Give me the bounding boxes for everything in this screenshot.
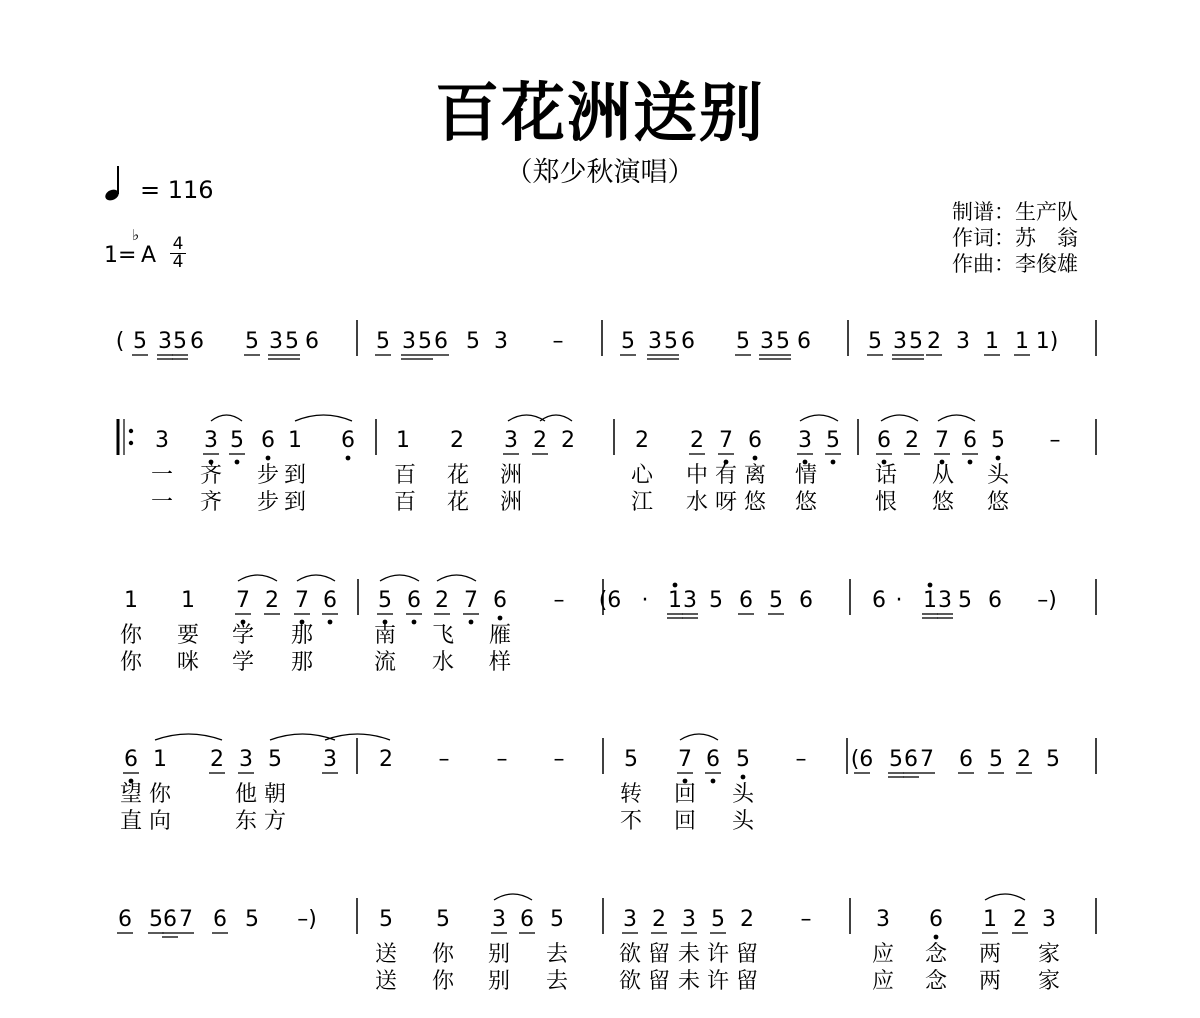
key-prefix: 1= (104, 243, 137, 268)
lyric-verse-2: 留 (647, 969, 671, 994)
score-note: 6 (963, 428, 977, 453)
lyric-verse-1: 雁 (488, 623, 512, 648)
score-note: 6 (739, 588, 753, 613)
octave-dot (328, 620, 333, 625)
lyric-verse-1: 他 (234, 782, 258, 807)
lyric-verse-1: 学 (231, 623, 255, 648)
score-note: 3 (158, 329, 172, 354)
score-note: 5 (133, 329, 147, 354)
octave-dot (673, 583, 678, 588)
lyric-verse-2: 你 (119, 650, 143, 675)
score-note: 2 (905, 428, 919, 453)
score-note: 3 (155, 428, 169, 453)
score-note: 6 (520, 907, 534, 932)
lyric-verse-1: 未 (677, 942, 701, 967)
score-note: 5 (466, 329, 480, 354)
score-note: ( (115, 329, 125, 354)
lyric-verse-2: 百 (393, 490, 417, 515)
lyric-verse-1: 齐 (199, 463, 223, 488)
lyric-verse-2: 你 (431, 969, 455, 994)
score-note: 7 (719, 428, 733, 453)
lyric-verse-1: 头 (986, 463, 1010, 488)
lyric-verse-1: 别 (487, 942, 511, 967)
score-note: 6 (929, 907, 943, 932)
lyric-verse-1: 两 (978, 942, 1002, 967)
score-note: 2 (1013, 907, 1027, 932)
score-note: 2 (690, 428, 704, 453)
score-note: 6 (124, 747, 138, 772)
slur (295, 415, 352, 421)
score-note: 5 (1046, 747, 1060, 772)
score-note: 3 (956, 329, 970, 354)
lyric-verse-1: 留 (735, 942, 759, 967)
lyric-verse-1: 到 (283, 463, 307, 488)
score-note: · (895, 588, 903, 613)
score-note: 5 (550, 907, 564, 932)
slur (238, 575, 277, 581)
lyric-verse-2: 洲 (499, 490, 523, 515)
score-note: 7 (920, 747, 934, 772)
score-note: 3 (204, 428, 218, 453)
score-note: 7 (464, 588, 478, 613)
lyric-verse-1: 你 (148, 782, 172, 807)
score-note: 3 (1042, 907, 1056, 932)
lyric-verse-1: 步 (256, 463, 280, 488)
score-note: 1 (1015, 329, 1029, 354)
score-note: 5 (868, 329, 882, 354)
score-note: 3 (682, 907, 696, 932)
score-note: 6 (748, 428, 762, 453)
octave-dot (498, 616, 503, 621)
score-note: – (552, 329, 564, 354)
lyric-verse-2: 念 (924, 969, 948, 994)
score-note: 6 (904, 747, 918, 772)
score-note: – (795, 747, 807, 772)
score-note: 1 (181, 588, 195, 613)
score-note: 2 (1017, 747, 1031, 772)
lyric-verse-2: 未 (677, 969, 701, 994)
score-note: 3 (323, 747, 337, 772)
score-note: 1) (1035, 329, 1059, 354)
score-note: 5 (436, 907, 450, 932)
score-note: – (553, 588, 565, 613)
lyric-verse-1: 话 (874, 463, 898, 488)
octave-dot (996, 456, 1001, 461)
score-note: 3 (648, 329, 662, 354)
lyric-verse-2: 呀 (714, 490, 738, 515)
lyric-verse-2: 齐 (199, 490, 223, 515)
lyric-verse-1: 望 (119, 782, 143, 807)
lyric-verse-2: 样 (488, 650, 512, 675)
lyric-verse-1: 回 (673, 782, 697, 807)
lyric-verse-1: 欲 (618, 942, 642, 967)
score-note: 5 (989, 747, 1003, 772)
score-note: 6 (118, 907, 132, 932)
score-note: 7 (295, 588, 309, 613)
lyric-verse-1: 你 (431, 942, 455, 967)
lyric-verse-2: 流 (373, 650, 397, 675)
score-note: – (800, 907, 812, 932)
score-note: 5 (909, 329, 923, 354)
score-note: 6 (323, 588, 337, 613)
lyric-verse-1: 洲 (499, 463, 523, 488)
score-note: – (553, 747, 565, 772)
score-note: 5 (379, 907, 393, 932)
lyric-verse-1: 南 (373, 623, 397, 648)
score-note: 3 (504, 428, 518, 453)
score-note: 6 (959, 747, 973, 772)
score-note: 5 (826, 428, 840, 453)
score-note: 6 (493, 588, 507, 613)
score-note: – (1049, 428, 1061, 453)
score-note: 5 (889, 747, 903, 772)
score-note: 2 (450, 428, 464, 453)
lyric-verse-2: 悠 (986, 490, 1010, 515)
repeat-dot (129, 441, 133, 445)
score-note: 6 (681, 329, 695, 354)
score-note: 2 (379, 747, 393, 772)
slur (938, 415, 975, 421)
lyric-verse-2: 恨 (874, 490, 898, 515)
score-note: 3 (269, 329, 283, 354)
lyric-verse-2: 到 (283, 490, 307, 515)
score-note: 2 (533, 428, 547, 453)
score-note: 7 (236, 588, 250, 613)
score-note: 2 (652, 907, 666, 932)
score-note: 3 (239, 747, 253, 772)
score-note: 5 (991, 428, 1005, 453)
score-note: 6 (341, 428, 355, 453)
lyric-verse-2: 欲 (618, 969, 642, 994)
score-note: 6 (261, 428, 275, 453)
score-note: 7 (179, 907, 193, 932)
lyric-verse-2: 家 (1037, 969, 1061, 994)
score-note: 5 (736, 329, 750, 354)
score-note: 5 (769, 588, 783, 613)
lyric-verse-1: 一 (150, 463, 174, 488)
score-note: 1 (923, 588, 937, 613)
slur (680, 734, 718, 740)
lyric-verse-1: 心 (630, 463, 654, 488)
time-denominator: 4 (170, 253, 186, 271)
score-note: 1 (124, 588, 138, 613)
score-note: 1 (288, 428, 302, 453)
credit-lyricist: 作词：苏 翁 (952, 226, 1078, 250)
lyric-verse-1: 飞 (431, 623, 455, 648)
lyric-verse-2: 应 (871, 969, 895, 994)
score-note: –) (297, 907, 317, 932)
score-note: 6 (706, 747, 720, 772)
lyric-verse-2: 直 (119, 809, 143, 834)
credit-composer: 作曲：李俊雄 (952, 252, 1078, 276)
score-note: 6 (988, 588, 1002, 613)
lyric-verse-1: 那 (290, 623, 314, 648)
score-note: 3 (893, 329, 907, 354)
score-note: 5 (624, 747, 638, 772)
lyric-verse-1: 从 (931, 463, 955, 488)
score-note: 5 (958, 588, 972, 613)
lyric-verse-1: 留 (647, 942, 671, 967)
score-note: 3 (760, 329, 774, 354)
lyric-verse-1: 念 (924, 942, 948, 967)
score-note: 6 (797, 329, 811, 354)
octave-dot (928, 583, 933, 588)
score-note: 5 (621, 329, 635, 354)
octave-dot (235, 460, 240, 465)
lyric-verse-1: 送 (374, 942, 398, 967)
score-note: 2 (927, 329, 941, 354)
lyric-verse-2: 咪 (176, 650, 200, 675)
song-title: 百花洲送别 (435, 77, 765, 151)
lyric-verse-2: 向 (148, 809, 172, 834)
score-note: 3 (494, 329, 508, 354)
lyric-verse-1: 花 (446, 463, 470, 488)
score-note: 6 (877, 428, 891, 453)
score-note: 5 (711, 907, 725, 932)
score-note: 1 (153, 747, 167, 772)
octave-dot (934, 935, 939, 940)
score-note: 3 (683, 588, 697, 613)
lyric-verse-1: 朝 (263, 782, 287, 807)
slur (211, 415, 242, 421)
score-note: 5 (418, 329, 432, 354)
lyric-verse-2: 江 (630, 490, 654, 515)
lyric-verse-2: 步 (256, 490, 280, 515)
slur (540, 415, 572, 421)
octave-dot (346, 456, 351, 461)
lyric-verse-1: 家 (1037, 942, 1061, 967)
lyric-verse-2: 学 (231, 650, 255, 675)
lyric-verse-1: 应 (871, 942, 895, 967)
score-note: 6 (407, 588, 421, 613)
score-note: 5 (378, 588, 392, 613)
score-note: 3 (492, 907, 506, 932)
slur (494, 894, 532, 900)
score-note: 6 (305, 329, 319, 354)
lyric-verse-2: 方 (263, 809, 287, 834)
lyric-verse-1: 情 (794, 463, 818, 488)
score-note: 5 (285, 329, 299, 354)
lyric-verse-2: 回 (673, 809, 697, 834)
octave-dot (831, 460, 836, 465)
score-note: 2 (635, 428, 649, 453)
score-note: 1 (983, 907, 997, 932)
octave-dot (711, 779, 716, 784)
lyric-verse-1: 去 (545, 942, 569, 967)
score-note: 5 (245, 907, 259, 932)
key-letter: A (141, 243, 157, 268)
lyric-verse-2: 两 (978, 969, 1002, 994)
octave-dot (968, 460, 973, 465)
lyric-verse-2: 头 (731, 809, 755, 834)
score-note: – (496, 747, 508, 772)
score-note: 5 (230, 428, 244, 453)
slur (800, 415, 838, 421)
lyric-verse-1: 有 (714, 463, 738, 488)
lyric-verse-2: 许 (706, 969, 730, 994)
slur (508, 415, 545, 421)
score-note: 6 (213, 907, 227, 932)
score-note: 5 (736, 747, 750, 772)
score-note: 1 (985, 329, 999, 354)
lyric-verse-2: 悠 (743, 490, 767, 515)
flat-sign: ♭ (132, 226, 140, 244)
lyric-verse-2: 花 (446, 490, 470, 515)
score-note: 2 (740, 907, 754, 932)
lyric-verse-1: 要 (176, 623, 200, 648)
score-note: – (438, 747, 450, 772)
slur (437, 575, 476, 581)
lyric-verse-2: 送 (374, 969, 398, 994)
song-subtitle: （郑少秋演唱） (505, 157, 695, 188)
score-note: 2 (561, 428, 575, 453)
score-note: 6 (163, 907, 177, 932)
tempo-marking: = 116 (140, 176, 214, 204)
score-note: 3 (623, 907, 637, 932)
score-note: 6 (872, 588, 886, 613)
lyric-verse-2: 水 (685, 490, 709, 515)
slur (380, 575, 419, 581)
score-note: 2 (265, 588, 279, 613)
octave-dot (412, 620, 417, 625)
score-note: 5 (268, 747, 282, 772)
slur (270, 734, 335, 740)
score-note: 6 (799, 588, 813, 613)
lyric-verse-1: 离 (743, 463, 767, 488)
lyric-verse-2: 一 (150, 490, 174, 515)
score-note: 3 (876, 907, 890, 932)
octave-dot (469, 620, 474, 625)
octave-dot (741, 775, 746, 780)
slur (155, 734, 222, 740)
lyric-verse-1: 许 (706, 942, 730, 967)
score-note: –) (1037, 588, 1057, 613)
lyric-verse-1: 你 (119, 623, 143, 648)
score-note: 1 (396, 428, 410, 453)
slur (881, 415, 918, 421)
score-note: 5 (173, 329, 187, 354)
lyric-verse-2: 水 (431, 650, 455, 675)
score-note: · (641, 588, 649, 613)
lyric-verse-1: 百 (393, 463, 417, 488)
score-note: (6 (850, 747, 874, 772)
score-note: 5 (776, 329, 790, 354)
score-note: 3 (938, 588, 952, 613)
time-numerator: 4 (172, 234, 184, 254)
score-note: 5 (376, 329, 390, 354)
lyric-verse-2: 不 (619, 809, 643, 834)
lyric-verse-2: 悠 (794, 490, 818, 515)
lyric-verse-2: 东 (234, 809, 258, 834)
score-note: 7 (935, 428, 949, 453)
lyric-verse-2: 别 (487, 969, 511, 994)
score-note: 5 (664, 329, 678, 354)
lyric-verse-2: 悠 (931, 490, 955, 515)
repeat-dot (129, 429, 133, 433)
score-note: 2 (435, 588, 449, 613)
slur (985, 894, 1025, 900)
score-note: (6 (598, 588, 622, 613)
lyric-verse-2: 留 (735, 969, 759, 994)
score-note: 5 (149, 907, 163, 932)
score-note: 6 (190, 329, 204, 354)
score-note: 6 (434, 329, 448, 354)
slur (297, 575, 335, 581)
lyric-verse-1: 头 (731, 782, 755, 807)
lyric-verse-1: 转 (619, 782, 643, 807)
lyric-verse-1: 中 (685, 463, 709, 488)
score-note: 2 (210, 747, 224, 772)
score-note: 5 (245, 329, 259, 354)
score-note: 3 (798, 428, 812, 453)
octave-dot (753, 456, 758, 461)
octave-dot (266, 456, 271, 461)
credit-notation: 制谱：生产队 (952, 200, 1078, 224)
lyric-verse-2: 那 (290, 650, 314, 675)
score-note: 3 (402, 329, 416, 354)
lyric-verse-2: 去 (545, 969, 569, 994)
score-note: 5 (709, 588, 723, 613)
score-note: 7 (678, 747, 692, 772)
score-note: 1 (668, 588, 682, 613)
